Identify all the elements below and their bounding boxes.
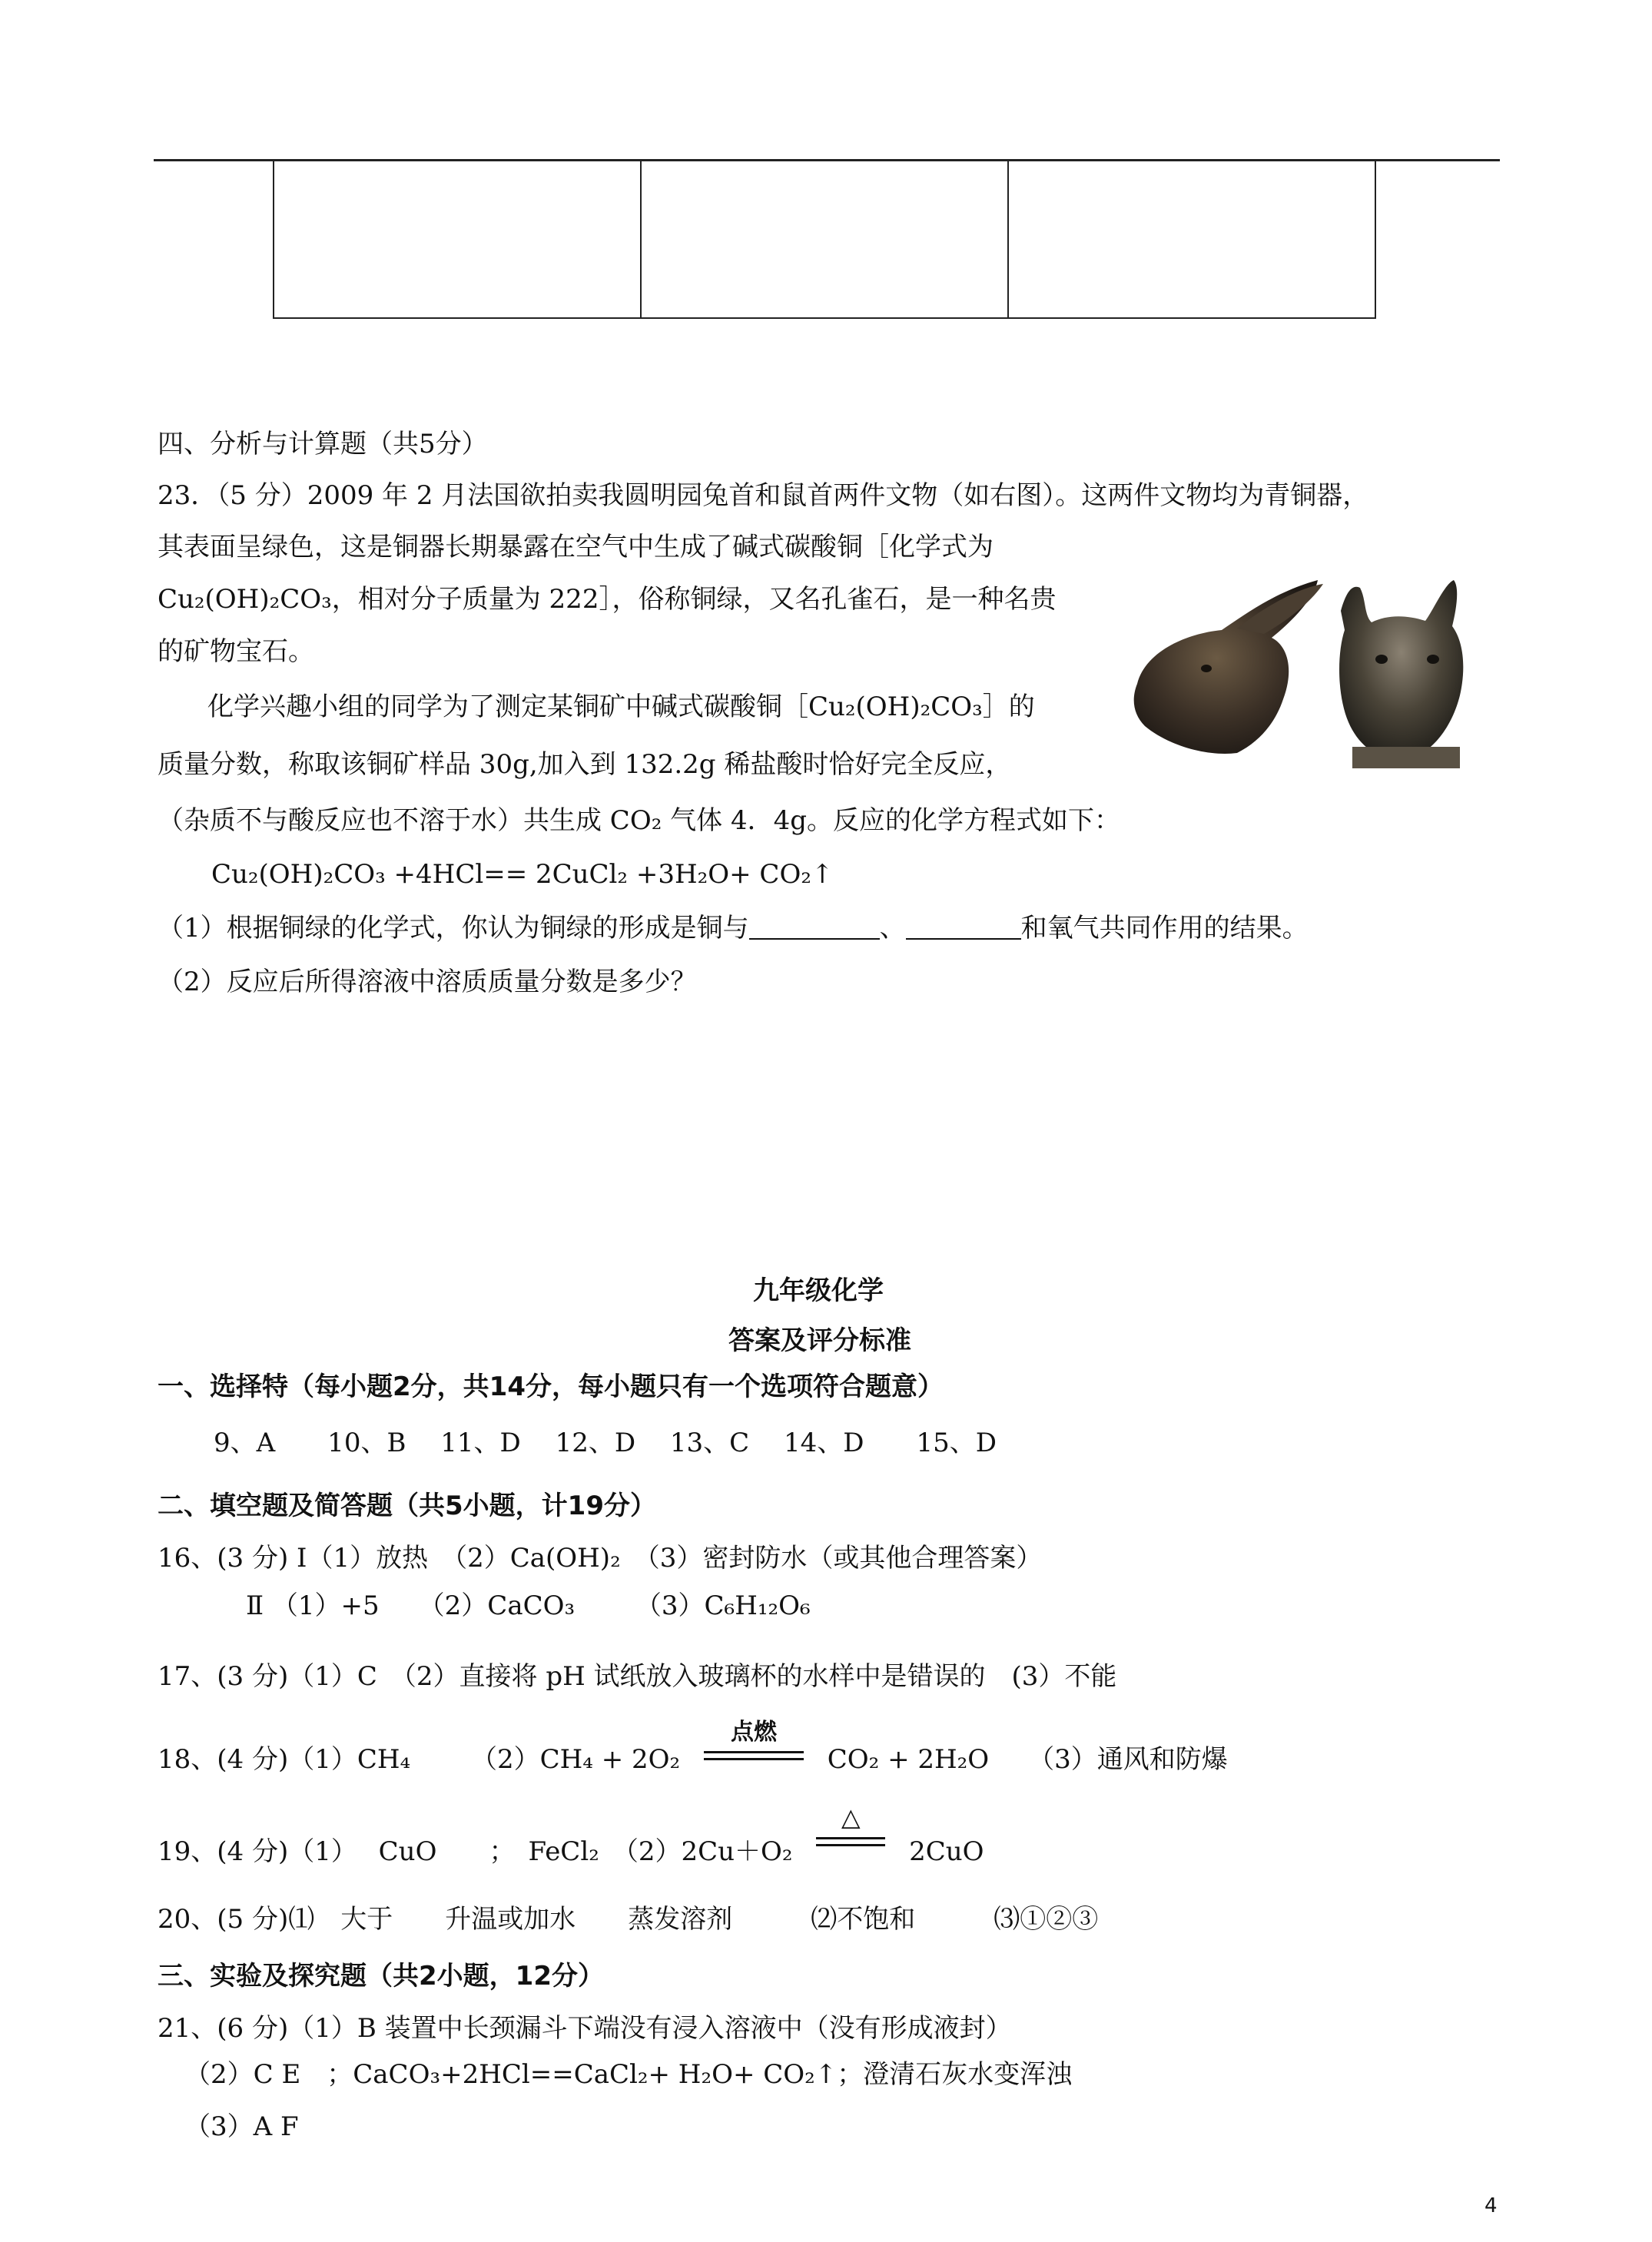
answer-17: 17、(3 分)（1）C （2）直接将 pH 试纸放入玻璃杯的水样中是错误的 (3）不能: [158, 1661, 1117, 1692]
q23-sub-1-mid: 、: [879, 913, 906, 944]
bronze-heads-photo: [1122, 569, 1506, 768]
table-cell: [642, 161, 1009, 317]
answers-title: 九年级化学: [753, 1275, 884, 1306]
answers-section-1-title: 一、选择特（每小题2分，共14分，每小题只有一个选项符合题意）: [158, 1371, 944, 1402]
q23-equation: Cu₂(OH)₂CO₃ +4HCl== 2CuCl₂ +3H₂O+ CO₂↑: [211, 859, 834, 890]
answer-19-pre: 19、(4 分)（1） CuO ； FeCl₂ （2）2Cu＋O₂: [158, 1836, 793, 1867]
q23-line-2: 其表面呈绿色，这是铜器长期暴露在空气中生成了碱式碳酸铜［化学式为: [158, 532, 994, 562]
q23-line-1: 23．（5 分）2009 年 2 月法国欲拍卖我圆明园兔首和鼠首两件文物（如右图）。这两件文物均为青铜器，: [158, 480, 1369, 511]
answer-21-line-2: （2）C E ；CaCO₃+2HCl==CaCl₂+ H₂O+ CO₂↑；澄清石灰水变浑浊: [184, 2059, 1073, 2090]
section-4-title: 四、分析与计算题（共5分）: [158, 429, 488, 459]
table-cell: [1009, 161, 1375, 317]
answer-16-line-2: Ⅱ （1）+5 （2）CaCO₃ （3）C₆H₁₂O₆: [246, 1590, 811, 1621]
answer-18-post: CO₂ + 2H₂O （3）通风和防爆: [827, 1744, 1228, 1775]
rat-head-image: [1339, 580, 1463, 768]
q23-sub-1-pre: （1）根据铜绿的化学式，你认为铜绿的形成是铜与: [158, 913, 749, 944]
answer-20: 20、(5 分)⑴ 大于 升温或加水 蒸发溶剂 ⑵不饱和 ⑶①②③: [158, 1904, 1099, 1935]
answer-21-line-1: 21、(6 分)（1）B 装置中长颈漏斗下端没有浸入溶液中（没有形成液封）: [158, 2013, 1012, 2044]
answer-18: [158, 1719, 1228, 1775]
q23-sub-1-post: 和氧气共同作用的结果。: [1020, 913, 1309, 944]
reaction-arrow: [704, 1719, 804, 1760]
condition-heat: △: [841, 1803, 861, 1832]
q23-sub-2: （2）反应后所得溶液中溶质质量分数是多少？: [158, 967, 697, 997]
answer-19-post: 2CuO: [909, 1836, 984, 1867]
q23-sub-1: [158, 913, 1309, 944]
answer-blank-1: [749, 915, 880, 940]
page-number: 4: [1484, 2194, 1498, 2217]
q23-line-3: Cu₂(OH)₂CO₃，相对分子质量为 222］，俗称铜绿，又名孔雀石，是一种名贵: [158, 584, 1057, 615]
answers-section-3-title: 三、实验及探究题（共2小题，12分）: [158, 1961, 604, 1992]
answer-blank-2: [906, 915, 1021, 940]
answer-table: [273, 161, 1376, 319]
reaction-arrow: [816, 1803, 885, 1846]
rabbit-head-image: [1134, 580, 1323, 754]
answers-section-1-line: 9、A 10、B 11、D 12、D 13、C 14、D 15、D: [214, 1428, 997, 1458]
q23-line-5: 化学兴趣小组的同学为了测定某铜矿中碱式碳酸铜［Cu₂(OH)₂CO₃］的: [207, 692, 1035, 722]
answers-subtitle: 答案及评分标准: [728, 1325, 911, 1356]
q23-line-6: 质量分数，称取该铜矿样品 30g,加入到 132.2g 稀盐酸时恰好完全反应，: [158, 749, 1012, 780]
condition-ignite: 点燃: [730, 1719, 777, 1746]
answer-16-line-1: 16、(3 分) Ⅰ（1）放热 （2）Ca(OH)₂ （3）密封防水（或其他合理答案）: [158, 1543, 1043, 1574]
answer-18-pre: 18、(4 分)（1）CH₄ （2）CH₄ + 2O₂: [158, 1744, 681, 1775]
table-cell: [274, 161, 642, 317]
q23-line-7: （杂质不与酸反应也不溶于水）共生成 CO₂ 气体 4．4g。反应的化学方程式如下：: [158, 805, 1120, 836]
answer-21-line-3: （3）A F: [184, 2111, 299, 2142]
answers-section-2-title: 二、填空题及简答题（共5小题，计19分）: [158, 1491, 656, 1521]
answer-19: [158, 1803, 984, 1867]
q23-line-4: 的矿物宝石。: [158, 636, 314, 667]
